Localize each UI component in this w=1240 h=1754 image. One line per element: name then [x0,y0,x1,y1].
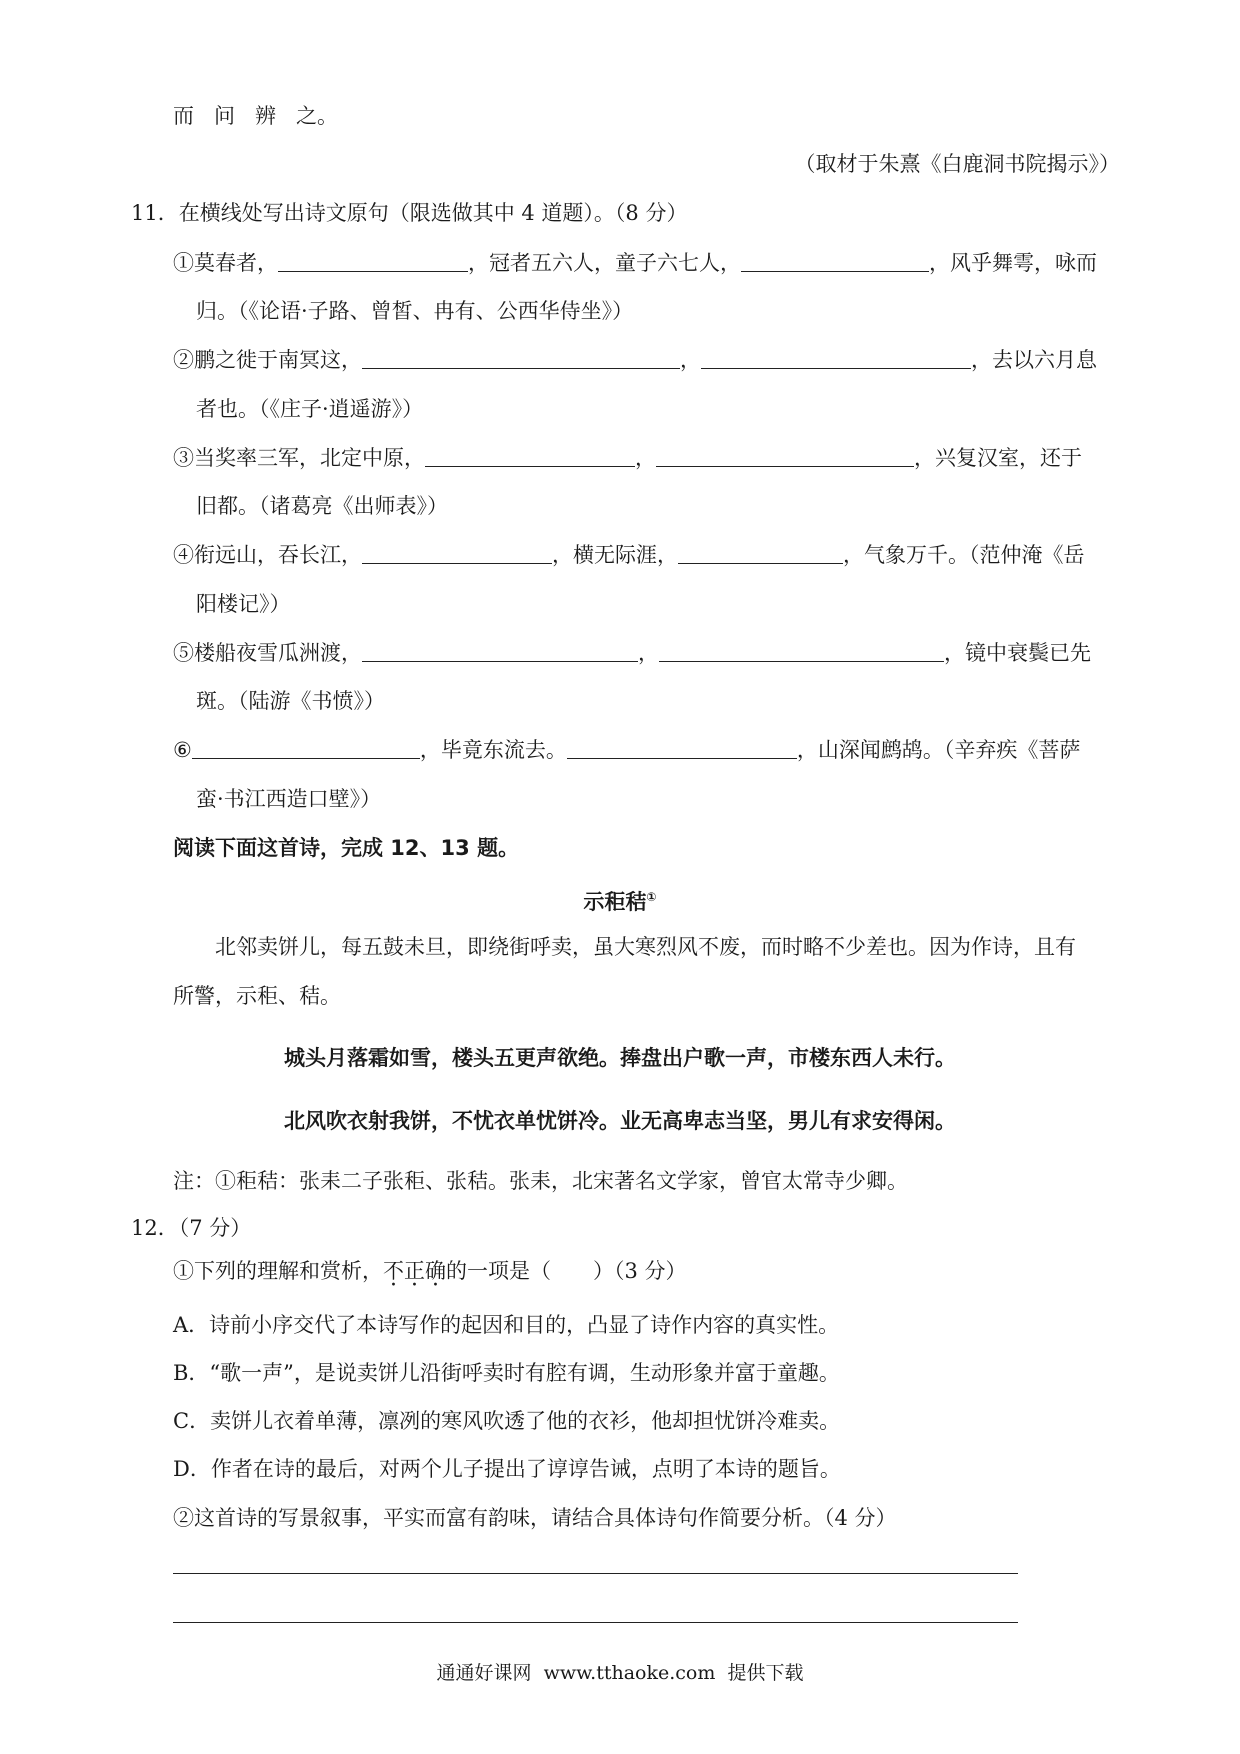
option-a[interactable]: A．诗前小序交代了本诗写作的起因和目的，凸显了诗作内容的真实性。 [173,1313,840,1337]
fill-blank[interactable] [567,738,797,759]
fill-blank[interactable] [659,641,944,662]
poem-line: 北风吹衣射我饼，不忧衣单忧饼冷。业无高卑志当坚，男儿有求安得闲。 [284,1109,956,1133]
q11-item-4-cont: 阳楼记》） [196,592,291,616]
item-text: ，冠者五六人，童子六七人， [468,251,741,275]
q11-item-3-cont: 旧都。（诸葛亮《出师表》） [196,494,448,518]
fill-blank[interactable] [362,543,552,564]
emphasis-char: 确 [425,1259,446,1283]
reading-prompt: 阅读下面这首诗，完成 12、13 题。 [173,836,520,860]
poem-line: 城头月落霜如雪，楼头五更声欲绝。捧盘出户歌一声，市楼东西人未行。 [284,1046,956,1070]
q11-item-2 [173,345,1097,375]
q12-sub1 [173,1256,687,1286]
option-c[interactable]: C．卖饼儿衣着单薄，凛冽的寒风吹透了他的衣衫，他却担忧饼冷难卖。 [173,1409,841,1433]
item-text: ， [638,641,659,665]
fill-blank[interactable] [741,251,929,272]
item-text: ，横无际涯， [552,543,678,567]
fill-blank[interactable] [656,446,914,467]
q11-item-4 [173,540,1085,570]
poem-preface: 北邻卖饼儿，每五鼓未旦，即绕街呼卖，虽大寒烈风不废，而时略不少差也。因为作诗，且有 [215,935,1076,959]
answer-line[interactable] [173,1622,1018,1623]
footnote-mark: ① [646,890,657,904]
footer: 通通好课网 www.tthaoke.com 提供下载 [436,1662,804,1684]
poem-note: 注：①秬秸：张耒二子张秬、张秸。张耒，北宋著名文学家，曾官太常寺少卿。 [173,1169,908,1193]
top-char: 之。 [296,104,338,128]
emphasis-char: 不 [383,1259,404,1283]
item-text: ，去以六月息 [971,348,1097,372]
item-text: ③当奖率三军，北定中原， [173,446,425,470]
top-char: 辨 [255,104,276,128]
fill-blank[interactable] [362,348,680,369]
item-text: ①莫春者， [173,251,278,275]
item-text: ，兴复汉室，还于 [914,446,1082,470]
answer-line[interactable] [173,1573,1018,1574]
poem-title [0,882,1240,917]
item-text: ，镜中衰鬓已先 [944,641,1091,665]
q11-item-1-cont: 归。（《论语·子路、曾皙、冉有、公西华侍坐》） [196,299,634,323]
item-text: ②鹏之徙于南冥这， [173,348,362,372]
q11-item-5 [173,638,1091,668]
poem-preface-cont: 所警，示秬、秸。 [173,984,341,1008]
item-text: ，毕竟东流去。 [419,738,567,762]
q11-item-1 [173,248,1097,278]
fill-blank[interactable] [678,543,843,564]
top-char: 而 [173,104,194,128]
q11-item-6-cont: 蛮·书江西造口壁》） [196,787,382,811]
fill-blank[interactable] [278,251,468,272]
emphasis-char: 正 [404,1259,425,1283]
sub1-text: 的一项是（ ）（3 分） [446,1259,687,1283]
item-text: ⑥ [173,738,192,762]
poem-title-text: 示秬秸 [583,890,647,914]
item-text: ，山深闻鹧鸪。（辛弃疾《菩萨 [796,738,1081,762]
q12-header: 12．（7 分） [131,1216,252,1240]
fill-blank[interactable] [425,446,635,467]
sub1-text: ①下列的理解和赏析， [173,1259,383,1283]
q11-item-2-cont: 者也。（《庄子·逍遥游》） [196,397,424,421]
item-text: ，气象万千。（范仲淹《岳 [843,543,1085,567]
q11-header: 11．在横线处写出诗文原句（限选做其中 4 道题）。（8 分） [131,201,688,225]
item-text: ④衔远山，吞长江， [173,543,362,567]
option-b[interactable]: B．“歌一声”，是说卖饼儿沿街呼卖时有腔有调，生动形象并富于童趣。 [173,1361,840,1385]
q11-item-5-cont: 斑。（陆游《书愤》） [196,689,385,713]
source-note: （取材于朱熹《白鹿洞书院揭示》） [794,152,1120,176]
item-text: ， [635,446,656,470]
fill-blank[interactable] [192,738,420,759]
item-text: ，风乎舞雩，咏而 [929,251,1097,275]
top-line [173,101,358,131]
option-d[interactable]: D．作者在诗的最后，对两个儿子提出了谆谆告诫，点明了本诗的题旨。 [173,1457,841,1481]
top-char: 问 [214,104,235,128]
item-text: ， [680,348,701,372]
fill-blank[interactable] [362,641,638,662]
q12-sub2: ②这首诗的写景叙事，平实而富有韵味，请结合具体诗句作简要分析。（4 分） [173,1506,897,1530]
q11-item-3 [173,443,1082,473]
q11-item-6 [173,735,1080,765]
item-text: ⑤楼船夜雪瓜洲渡， [173,641,362,665]
fill-blank[interactable] [701,348,971,369]
